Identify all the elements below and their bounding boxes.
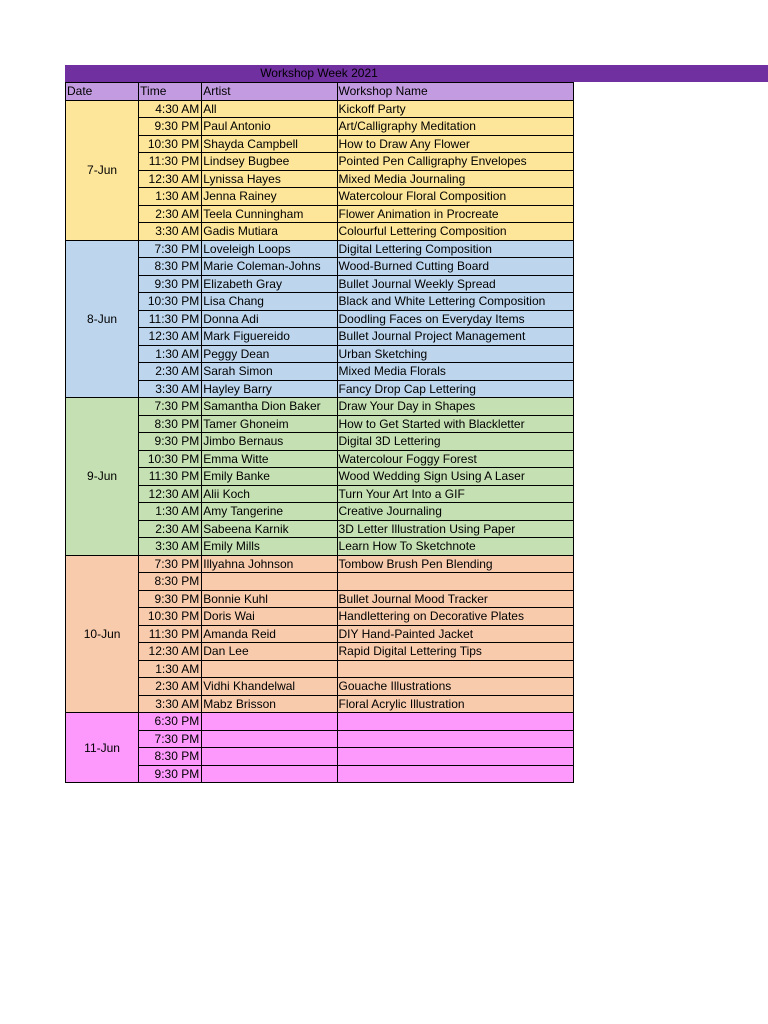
table-row xyxy=(66,590,574,608)
table-row xyxy=(66,678,574,696)
table-row xyxy=(66,223,574,241)
artist-cell[interactable]: Jimbo Bernaus xyxy=(202,433,337,451)
workshop-cell[interactable] xyxy=(337,573,573,591)
time-cell[interactable]: 3:30 AM xyxy=(139,223,202,241)
workshop-cell[interactable]: Draw Your Day in Shapes xyxy=(337,398,573,416)
time-cell[interactable]: 2:30 AM xyxy=(139,678,202,696)
artist-cell[interactable]: Emily Banke xyxy=(202,468,337,486)
artist-cell[interactable]: Lisa Chang xyxy=(202,293,337,311)
time-cell[interactable]: 3:30 AM xyxy=(139,538,202,556)
table-row xyxy=(66,695,574,713)
artist-cell[interactable] xyxy=(202,748,337,766)
time-cell[interactable]: 9:30 PM xyxy=(139,590,202,608)
artist-cell[interactable]: Lynissa Hayes xyxy=(202,170,337,188)
time-cell[interactable]: 6:30 PM xyxy=(139,713,202,731)
table-row xyxy=(66,415,574,433)
date-cell[interactable]: 8-Jun xyxy=(66,240,139,398)
time-cell[interactable]: 10:30 PM xyxy=(139,293,202,311)
time-cell[interactable]: 9:30 PM xyxy=(139,765,202,783)
table-row xyxy=(66,345,574,363)
workshop-cell[interactable] xyxy=(337,713,573,731)
date-cell[interactable]: 7-Jun xyxy=(66,100,139,240)
table-row xyxy=(66,538,574,556)
artist-cell[interactable]: Hayley Barry xyxy=(202,380,337,398)
workshop-cell[interactable]: Rapid Digital Lettering Tips xyxy=(337,643,573,661)
workshop-cell[interactable]: Kickoff Party xyxy=(337,100,573,118)
workshop-cell[interactable]: Art/Calligraphy Meditation xyxy=(337,118,573,136)
time-cell[interactable]: 1:30 AM xyxy=(139,188,202,206)
time-cell[interactable]: 12:30 AM xyxy=(139,328,202,346)
time-cell[interactable]: 8:30 PM xyxy=(139,748,202,766)
time-cell[interactable]: 8:30 PM xyxy=(139,258,202,276)
time-cell[interactable]: 11:30 PM xyxy=(139,153,202,171)
workshop-cell[interactable]: 3D Letter Illustration Using Paper xyxy=(337,520,573,538)
workshop-cell[interactable]: How to Get Started with Blackletter xyxy=(337,415,573,433)
artist-cell[interactable]: Peggy Dean xyxy=(202,345,337,363)
header-artist[interactable]: Artist xyxy=(202,83,337,101)
sheet-title: Workshop Week 2021 xyxy=(260,66,378,80)
table-row xyxy=(66,503,574,521)
table-row xyxy=(66,100,574,118)
time-cell[interactable]: 4:30 AM xyxy=(139,100,202,118)
workshop-cell[interactable]: Tombow Brush Pen Blending xyxy=(337,555,573,573)
artist-cell[interactable]: Paul Antonio xyxy=(202,118,337,136)
workshop-cell[interactable]: Handlettering on Decorative Plates xyxy=(337,608,573,626)
workshop-cell[interactable]: Bullet Journal Weekly Spread xyxy=(337,275,573,293)
table-row xyxy=(66,748,574,766)
table-row xyxy=(66,573,574,591)
time-cell[interactable]: 11:30 PM xyxy=(139,468,202,486)
table-row xyxy=(66,205,574,223)
table-row xyxy=(66,713,574,731)
workshop-cell[interactable] xyxy=(337,730,573,748)
workshop-cell[interactable]: Bullet Journal Project Management xyxy=(337,328,573,346)
time-cell[interactable]: 12:30 AM xyxy=(139,485,202,503)
workshop-cell[interactable]: Digital 3D Lettering xyxy=(337,433,573,451)
workshop-cell[interactable]: Watercolour Foggy Forest xyxy=(337,450,573,468)
artist-cell[interactable]: Shayda Campbell xyxy=(202,135,337,153)
artist-cell[interactable]: Bonnie Kuhl xyxy=(202,590,337,608)
artist-cell[interactable]: Amanda Reid xyxy=(202,625,337,643)
date-cell[interactable]: 11-Jun xyxy=(66,713,139,783)
artist-cell[interactable]: Mabz Brisson xyxy=(202,695,337,713)
workshop-cell[interactable]: Creative Journaling xyxy=(337,503,573,521)
table-row xyxy=(66,660,574,678)
time-cell[interactable]: 1:30 AM xyxy=(139,345,202,363)
time-cell[interactable]: 9:30 PM xyxy=(139,275,202,293)
time-cell[interactable]: 10:30 PM xyxy=(139,135,202,153)
artist-cell[interactable]: Amy Tangerine xyxy=(202,503,337,521)
artist-cell[interactable]: Emma Witte xyxy=(202,450,337,468)
time-cell[interactable]: 7:30 PM xyxy=(139,555,202,573)
table-row xyxy=(66,258,574,276)
schedule-table xyxy=(65,82,574,783)
time-cell[interactable]: 7:30 PM xyxy=(139,730,202,748)
time-cell[interactable]: 3:30 AM xyxy=(139,695,202,713)
table-row xyxy=(66,363,574,381)
workshop-cell[interactable]: Fancy Drop Cap Lettering xyxy=(337,380,573,398)
table-row xyxy=(66,450,574,468)
table-row xyxy=(66,625,574,643)
artist-cell[interactable]: Emily Mills xyxy=(202,538,337,556)
artist-cell[interactable]: Doris Wai xyxy=(202,608,337,626)
title-bar xyxy=(65,65,768,82)
table-row xyxy=(66,310,574,328)
table-row xyxy=(66,153,574,171)
table-row xyxy=(66,765,574,783)
workshop-cell[interactable]: Learn How To Sketchnote xyxy=(337,538,573,556)
artist-cell[interactable] xyxy=(202,765,337,783)
artist-cell[interactable] xyxy=(202,730,337,748)
workshop-cell[interactable]: Mixed Media Journaling xyxy=(337,170,573,188)
artist-cell[interactable]: All xyxy=(202,100,337,118)
header-workshop[interactable]: Workshop Name xyxy=(337,83,573,101)
time-cell[interactable]: 11:30 PM xyxy=(139,625,202,643)
table-row xyxy=(66,485,574,503)
workshop-cell[interactable]: Flower Animation in Procreate xyxy=(337,205,573,223)
time-cell[interactable]: 1:30 AM xyxy=(139,503,202,521)
artist-cell[interactable]: Mark Figuereido xyxy=(202,328,337,346)
time-cell[interactable]: 1:30 AM xyxy=(139,660,202,678)
time-cell[interactable]: 9:30 PM xyxy=(139,118,202,136)
artist-cell[interactable]: Sabeena Karnik xyxy=(202,520,337,538)
header-row xyxy=(66,83,574,101)
table-row xyxy=(66,293,574,311)
table-row xyxy=(66,328,574,346)
time-cell[interactable]: 9:30 PM xyxy=(139,433,202,451)
workshop-cell[interactable]: Digital Lettering Composition xyxy=(337,240,573,258)
time-cell[interactable]: 2:30 AM xyxy=(139,520,202,538)
table-row xyxy=(66,468,574,486)
artist-cell[interactable]: Alii Koch xyxy=(202,485,337,503)
workshop-cell[interactable]: Urban Sketching xyxy=(337,345,573,363)
artist-cell[interactable]: Marie Coleman-Johns xyxy=(202,258,337,276)
table-row xyxy=(66,380,574,398)
table-row xyxy=(66,170,574,188)
workshop-cell[interactable]: Doodling Faces on Everyday Items xyxy=(337,310,573,328)
time-cell[interactable]: 10:30 PM xyxy=(139,450,202,468)
artist-cell[interactable]: Teela Cunningham xyxy=(202,205,337,223)
date-cell[interactable]: 9-Jun xyxy=(66,398,139,556)
time-cell[interactable]: 12:30 AM xyxy=(139,170,202,188)
artist-cell[interactable]: Donna Adi xyxy=(202,310,337,328)
workshop-cell[interactable] xyxy=(337,748,573,766)
artist-cell[interactable]: Dan Lee xyxy=(202,643,337,661)
header-time[interactable]: Time xyxy=(139,83,202,101)
artist-cell[interactable]: Sarah Simon xyxy=(202,363,337,381)
time-cell[interactable]: 12:30 AM xyxy=(139,643,202,661)
table-row xyxy=(66,643,574,661)
time-cell[interactable]: 7:30 PM xyxy=(139,240,202,258)
workshop-cell[interactable]: Pointed Pen Calligraphy Envelopes xyxy=(337,153,573,171)
table-row xyxy=(66,555,574,573)
table-row xyxy=(66,118,574,136)
workshop-cell[interactable]: Floral Acrylic Illustration xyxy=(337,695,573,713)
artist-cell[interactable] xyxy=(202,713,337,731)
time-cell[interactable]: 2:30 AM xyxy=(139,363,202,381)
header-date[interactable]: Date xyxy=(66,83,139,101)
table-row xyxy=(66,240,574,258)
time-cell[interactable]: 2:30 AM xyxy=(139,205,202,223)
time-cell[interactable]: 11:30 PM xyxy=(139,310,202,328)
table-row xyxy=(66,135,574,153)
workshop-cell[interactable] xyxy=(337,765,573,783)
table-row xyxy=(66,188,574,206)
date-cell[interactable]: 10-Jun xyxy=(66,555,139,713)
table-row xyxy=(66,433,574,451)
artist-cell[interactable]: Jenna Rainey xyxy=(202,188,337,206)
time-cell[interactable]: 8:30 PM xyxy=(139,415,202,433)
time-cell[interactable]: 8:30 PM xyxy=(139,573,202,591)
workshop-cell[interactable]: Wood-Burned Cutting Board xyxy=(337,258,573,276)
table-row xyxy=(66,730,574,748)
artist-cell[interactable]: Loveleigh Loops xyxy=(202,240,337,258)
artist-cell[interactable]: Elizabeth Gray xyxy=(202,275,337,293)
artist-cell[interactable]: Illyahna Johnson xyxy=(202,555,337,573)
workshop-cell[interactable]: Bullet Journal Mood Tracker xyxy=(337,590,573,608)
artist-cell[interactable]: Vidhi Khandelwal xyxy=(202,678,337,696)
artist-cell[interactable] xyxy=(202,660,337,678)
table-row xyxy=(66,520,574,538)
workshop-cell[interactable]: Watercolour Floral Composition xyxy=(337,188,573,206)
artist-cell[interactable] xyxy=(202,573,337,591)
artist-cell[interactable]: Lindsey Bugbee xyxy=(202,153,337,171)
workshop-cell[interactable]: Colourful Lettering Composition xyxy=(337,223,573,241)
workshop-cell[interactable]: Mixed Media Florals xyxy=(337,363,573,381)
time-cell[interactable]: 3:30 AM xyxy=(139,380,202,398)
workshop-cell[interactable] xyxy=(337,660,573,678)
table-row xyxy=(66,275,574,293)
workshop-cell[interactable]: Wood Wedding Sign Using A Laser xyxy=(337,468,573,486)
artist-cell[interactable]: Samantha Dion Baker xyxy=(202,398,337,416)
time-cell[interactable]: 10:30 PM xyxy=(139,608,202,626)
workshop-cell[interactable]: Gouache Illustrations xyxy=(337,678,573,696)
workshop-cell[interactable]: Black and White Lettering Composition xyxy=(337,293,573,311)
artist-cell[interactable]: Gadis Mutiara xyxy=(202,223,337,241)
table-row xyxy=(66,398,574,416)
time-cell[interactable]: 7:30 PM xyxy=(139,398,202,416)
workshop-cell[interactable]: Turn Your Art Into a GIF xyxy=(337,485,573,503)
table-row xyxy=(66,608,574,626)
artist-cell[interactable]: Tamer Ghoneim xyxy=(202,415,337,433)
workshop-cell[interactable]: How to Draw Any Flower xyxy=(337,135,573,153)
workshop-cell[interactable]: DIY Hand-Painted Jacket xyxy=(337,625,573,643)
